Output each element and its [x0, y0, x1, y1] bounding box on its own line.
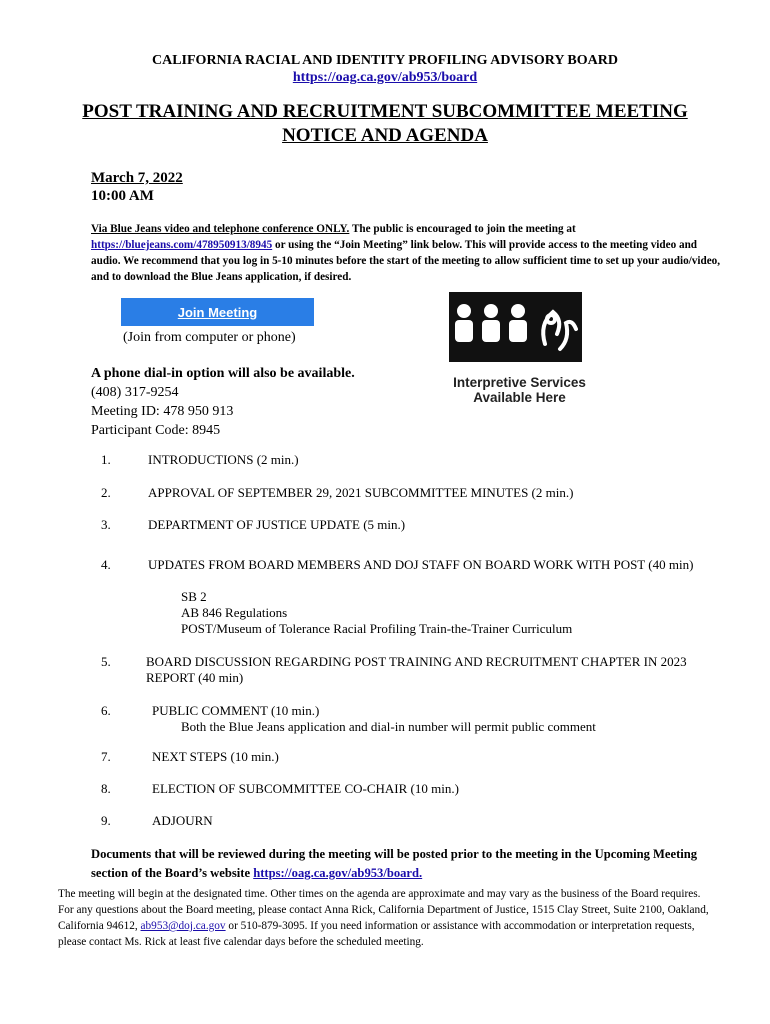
agenda-number: 8. — [101, 781, 111, 796]
agenda-text: NEXT STEPS (10 min.) — [152, 749, 279, 764]
agenda-text: DEPARTMENT OF JUSTICE UPDATE (5 min.) — [148, 517, 406, 532]
page-title: POST TRAINING AND RECRUITMENT SUBCOMMITTEE MEETING NOTICE AND AGENDA — [82, 101, 688, 146]
interpretive-services-text — [417, 375, 622, 405]
agenda-subitem: SB 2 — [181, 589, 207, 604]
agenda-text: UPDATES FROM BOARD MEMBERS AND DOJ STAFF ON BOARD WORK WITH POST (40 min) — [148, 557, 694, 572]
agenda-number: 5. — [101, 654, 111, 669]
meeting-date: March 7, 2022 — [91, 170, 183, 186]
agenda-number: 4. — [101, 557, 111, 572]
footer-text-2: or 510-879-3095. If you need information or assistance with accommodation or interpretation requests, please contact Ms. Rick at least five calendar days before the scheduled meeting. — [58, 920, 695, 948]
interpretive-line-2: Available Here — [473, 390, 566, 405]
documents-link[interactable]: https://oag.ca.gov/ab953/board. — [253, 866, 423, 880]
agenda-number: 2. — [101, 485, 111, 500]
join-caption: (Join from computer or phone) — [123, 330, 296, 345]
agenda-text: ADJOURN — [152, 813, 213, 828]
dialin-meeting-id: Meeting ID: 478 950 913 — [91, 404, 234, 419]
agenda-text: BOARD DISCUSSION REGARDING POST TRAINING AND RECRUITMENT CHAPTER IN 2023 REPORT (40 min) — [146, 654, 687, 685]
intro-lead: Via Blue Jeans video and telephone conference ONLY. — [91, 223, 350, 235]
meeting-time: 10:00 AM — [91, 188, 154, 204]
agenda-number: 9. — [101, 813, 111, 828]
agenda-text: ELECTION OF SUBCOMMITTEE CO-CHAIR (10 min.) — [152, 781, 459, 796]
bluejeans-link[interactable]: https://bluejeans.com/478950913/8945 — [91, 239, 273, 251]
interpretive-line-1: Interpretive Services — [453, 375, 586, 390]
footer-notice — [58, 886, 713, 950]
email-link[interactable]: ab953@doj.ca.gov — [140, 920, 226, 932]
dialin-phone: (408) 317-9254 — [91, 385, 179, 400]
documents-text: Documents that will be reviewed during the meeting will be posted prior to the meeting in the Upcoming Meeting section of the Board’s website — [91, 847, 698, 880]
agenda-subitem: AB 846 Regulations — [181, 605, 288, 620]
agenda-number: 7. — [101, 749, 111, 764]
agenda-number: 3. — [101, 517, 111, 532]
agenda-subitem: Both the Blue Jeans application and dial-in number will permit public comment — [181, 719, 596, 734]
agenda-text: INTRODUCTIONS (2 min.) — [148, 452, 299, 467]
agenda-text: APPROVAL OF SEPTEMBER 29, 2021 SUBCOMMITTEE MINUTES (2 min.) — [148, 485, 574, 500]
board-url-container — [0, 70, 770, 86]
join-meeting-button[interactable]: Join Meeting — [121, 298, 314, 326]
dialin-participant-code: Participant Code: 8945 — [91, 423, 221, 438]
dialin-block — [91, 364, 355, 440]
board-title: CALIFORNIA RACIAL AND IDENTITY PROFILING ADVISORY BOARD — [152, 53, 618, 68]
people-icon — [455, 304, 527, 342]
footer-text-1: The meeting will begin at the designated time. Other times on the agenda are approximate and may vary as the business of the Board requires. For any questions about the Board meeting, please contact Anna Rick, California Department of Justice, 1515 Clay Street, Suite 2100, Oakland, California 94612, — [58, 888, 709, 932]
agenda-subitem: POST/Museum of Tolerance Racial Profiling Train-the-Trainer Curriculum — [181, 621, 573, 636]
agenda-text: PUBLIC COMMENT (10 min.) — [152, 703, 320, 718]
agenda-number: 1. — [101, 452, 111, 467]
intro-paragraph — [91, 221, 726, 285]
intro-text-1: The public is encouraged to join the meeting at — [349, 223, 576, 235]
agenda-number: 6. — [101, 703, 111, 718]
dialin-heading: A phone dial-in option will also be available. — [91, 366, 355, 381]
documents-notice — [91, 845, 731, 883]
intro-text-2: or using the “Join Meeting” link below. This will provide access to the meeting video and audio. We recommend that you log in 5-10 minutes before the start of the meeting to allow sufficient time to set up your audio/video, and to download the Blue Jeans application, if desired. — [91, 239, 721, 283]
board-url-link[interactable]: https://oag.ca.gov/ab953/board — [292, 70, 478, 85]
